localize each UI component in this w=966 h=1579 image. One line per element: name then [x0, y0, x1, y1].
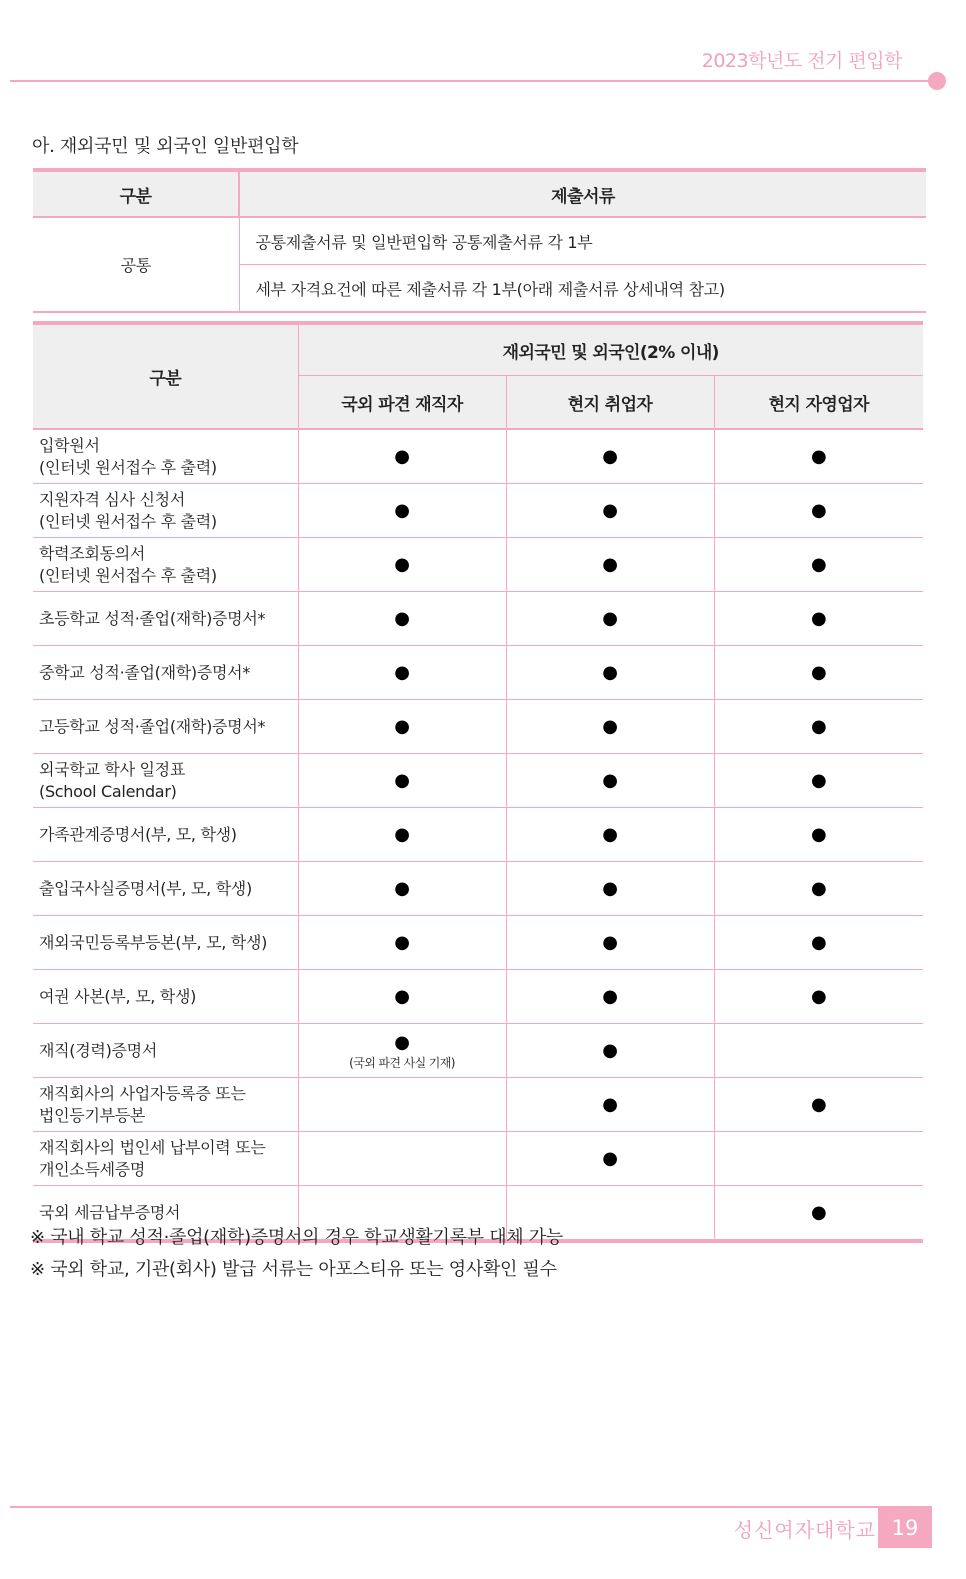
document-name: 여권 사본(부, 모, 학생) [33, 970, 298, 1024]
requirement-cell [714, 700, 923, 754]
required-dot-icon: ● [602, 877, 618, 899]
required-dot-icon: ● [602, 661, 618, 683]
page-number: 19 [878, 1506, 932, 1548]
required-dot-icon: ● [811, 877, 827, 899]
table-row [33, 1078, 923, 1132]
required-dot-icon: ● [811, 715, 827, 737]
required-dot-icon: ● [602, 823, 618, 845]
footer-school-name: 성신여자대학교 [733, 1518, 876, 1542]
requirement-cell [714, 646, 923, 700]
requirement-cell [714, 1186, 923, 1242]
table-row [33, 484, 923, 538]
required-dot-icon: ● [602, 607, 618, 629]
required-dot-icon: ● [811, 1201, 827, 1223]
requirement-cell [714, 916, 923, 970]
requirement-cell [714, 484, 923, 538]
table1-header-documents: 제출서류 [239, 170, 926, 217]
table-row [33, 1024, 923, 1078]
required-dot-icon: ● [394, 715, 410, 737]
footer-divider [10, 1506, 932, 1508]
requirement-cell [298, 484, 506, 538]
requirement-cell [298, 1024, 506, 1078]
requirement-cell [506, 1024, 714, 1078]
common-documents-table [33, 168, 926, 313]
required-dot-icon: ● [394, 877, 410, 899]
table-row [33, 538, 923, 592]
requirement-cell [506, 916, 714, 970]
table-row [33, 754, 923, 808]
table-row [33, 916, 923, 970]
requirement-cell [506, 646, 714, 700]
requirement-cell [506, 592, 714, 646]
required-dot-icon: ● [811, 499, 827, 521]
requirement-cell [714, 808, 923, 862]
requirement-cell [298, 754, 506, 808]
cell-note: (국외 파견 사실 기재) [349, 1055, 455, 1070]
table1-document-row: 세부 자격요건에 따른 제출서류 각 1부(아래 제출서류 상세내역 참고) [239, 265, 926, 313]
table-row [33, 862, 923, 916]
table2-group-header: 재외국민 및 외국인(2% 이내) [298, 323, 923, 376]
table-row [33, 592, 923, 646]
document-name: 가족관계증명서(부, 모, 학생) [33, 808, 298, 862]
table-row [33, 700, 923, 754]
required-dot-icon: ● [811, 445, 827, 467]
required-dot-icon: ● [811, 607, 827, 629]
required-dot-icon: ● [394, 499, 410, 521]
document-name: 입학원서 (인터넷 원서접수 후 출력) [33, 429, 298, 484]
required-dot-icon: ● [394, 931, 410, 953]
document-name: 재직회사의 법인세 납부이력 또는 개인소득세증명 [33, 1132, 298, 1186]
requirement-cell [506, 700, 714, 754]
requirement-cell [298, 700, 506, 754]
required-dot-icon: ● [602, 1147, 618, 1169]
document-name: 중학교 성적·졸업(재학)증명서* [33, 646, 298, 700]
document-name: 재직(경력)증명서 [33, 1024, 298, 1078]
required-dot-icon: ● [602, 769, 618, 791]
required-dot-icon: ● [602, 931, 618, 953]
table2-subheader-self-employed: 현지 자영업자 [714, 376, 923, 430]
table1-document-row: 공통제출서류 및 일반편입학 공통제출서류 각 1부 [239, 217, 926, 265]
requirement-cell [298, 862, 506, 916]
required-dot-icon: ● [394, 769, 410, 791]
document-name: 재외국민등록부등본(부, 모, 학생) [33, 916, 298, 970]
table2-subheader-dispatched: 국외 파견 재직자 [298, 376, 506, 430]
requirement-cell [506, 1132, 714, 1186]
requirement-cell [506, 862, 714, 916]
requirement-cell [506, 429, 714, 484]
required-dot-icon: ● [602, 499, 618, 521]
table-row [33, 1132, 923, 1186]
required-dot-icon: ● [811, 661, 827, 683]
requirement-cell [714, 1132, 923, 1186]
table1-category-common: 공통 [33, 217, 239, 312]
requirement-cell [298, 1132, 506, 1186]
document-name: 재직회사의 사업자등록증 또는 법인등기부등본 [33, 1078, 298, 1132]
requirement-cell [506, 970, 714, 1024]
document-name: 고등학교 성적·졸업(재학)증명서* [33, 700, 298, 754]
table-row [33, 429, 923, 484]
requirement-cell [506, 808, 714, 862]
required-dot-icon: ● [394, 823, 410, 845]
table2-header-category: 구분 [33, 323, 298, 429]
required-dot-icon: ● [602, 985, 618, 1007]
requirement-cell [506, 484, 714, 538]
requirement-cell [298, 970, 506, 1024]
document-name: 초등학교 성적·졸업(재학)증명서* [33, 592, 298, 646]
required-dot-icon: ● [394, 445, 410, 467]
requirement-cell [714, 970, 923, 1024]
requirement-cell [714, 1078, 923, 1132]
requirement-cell [714, 429, 923, 484]
required-dot-icon: ● [394, 661, 410, 683]
required-dot-icon: ● [602, 715, 618, 737]
document-name: 출입국사실증명서(부, 모, 학생) [33, 862, 298, 916]
requirement-cell [298, 646, 506, 700]
required-dot-icon: ● [602, 1093, 618, 1115]
table2-subheader-local-employee: 현지 취업자 [506, 376, 714, 430]
required-dot-icon: ● [394, 1031, 410, 1053]
requirement-cell [298, 916, 506, 970]
requirement-cell [714, 1024, 923, 1078]
required-dot-icon: ● [811, 823, 827, 845]
table-row [33, 646, 923, 700]
footnote: ※ 국내 학교 성적·졸업(재학)증명서의 경우 학교생활기록부 대체 가능 [30, 1227, 563, 1248]
required-dot-icon: ● [394, 985, 410, 1007]
requirement-cell [298, 1078, 506, 1132]
required-dot-icon: ● [602, 553, 618, 575]
table1-header-category: 구분 [33, 170, 239, 217]
document-name: 지원자격 심사 신청서 (인터넷 원서접수 후 출력) [33, 484, 298, 538]
requirement-cell [714, 754, 923, 808]
required-dot-icon: ● [394, 607, 410, 629]
required-dot-icon: ● [811, 553, 827, 575]
section-title: 아. 재외국민 및 외국인 일반편입학 [32, 136, 299, 157]
requirement-cell [506, 754, 714, 808]
header-divider [10, 80, 936, 82]
header-dot-icon [928, 72, 946, 90]
required-dot-icon: ● [602, 445, 618, 467]
footnotes [30, 1222, 563, 1286]
document-name: 외국학교 학사 일정표 (School Calendar) [33, 754, 298, 808]
footnote: ※ 국외 학교, 기관(회사) 발급 서류는 아포스티유 또는 영사확인 필수 [30, 1259, 557, 1280]
document-name: 학력조회동의서 (인터넷 원서접수 후 출력) [33, 538, 298, 592]
requirement-cell [714, 538, 923, 592]
required-dot-icon: ● [811, 1093, 827, 1115]
requirement-cell [714, 862, 923, 916]
required-dot-icon: ● [394, 553, 410, 575]
requirement-cell [298, 429, 506, 484]
page-header-title: 2023학년도 전기 편입학 [701, 50, 902, 72]
table-row [33, 808, 923, 862]
required-dot-icon: ● [811, 985, 827, 1007]
requirement-cell [298, 592, 506, 646]
requirement-cell [298, 808, 506, 862]
required-dot-icon: ● [602, 1039, 618, 1061]
table-row [33, 970, 923, 1024]
detailed-documents-table [33, 321, 923, 1243]
document-name: 국외 세금납부증명서 [33, 1186, 298, 1242]
required-dot-icon: ● [811, 931, 827, 953]
requirement-cell [506, 1078, 714, 1132]
requirement-cell [506, 538, 714, 592]
required-dot-icon: ● [811, 769, 827, 791]
requirement-cell [298, 538, 506, 592]
requirement-cell [714, 592, 923, 646]
